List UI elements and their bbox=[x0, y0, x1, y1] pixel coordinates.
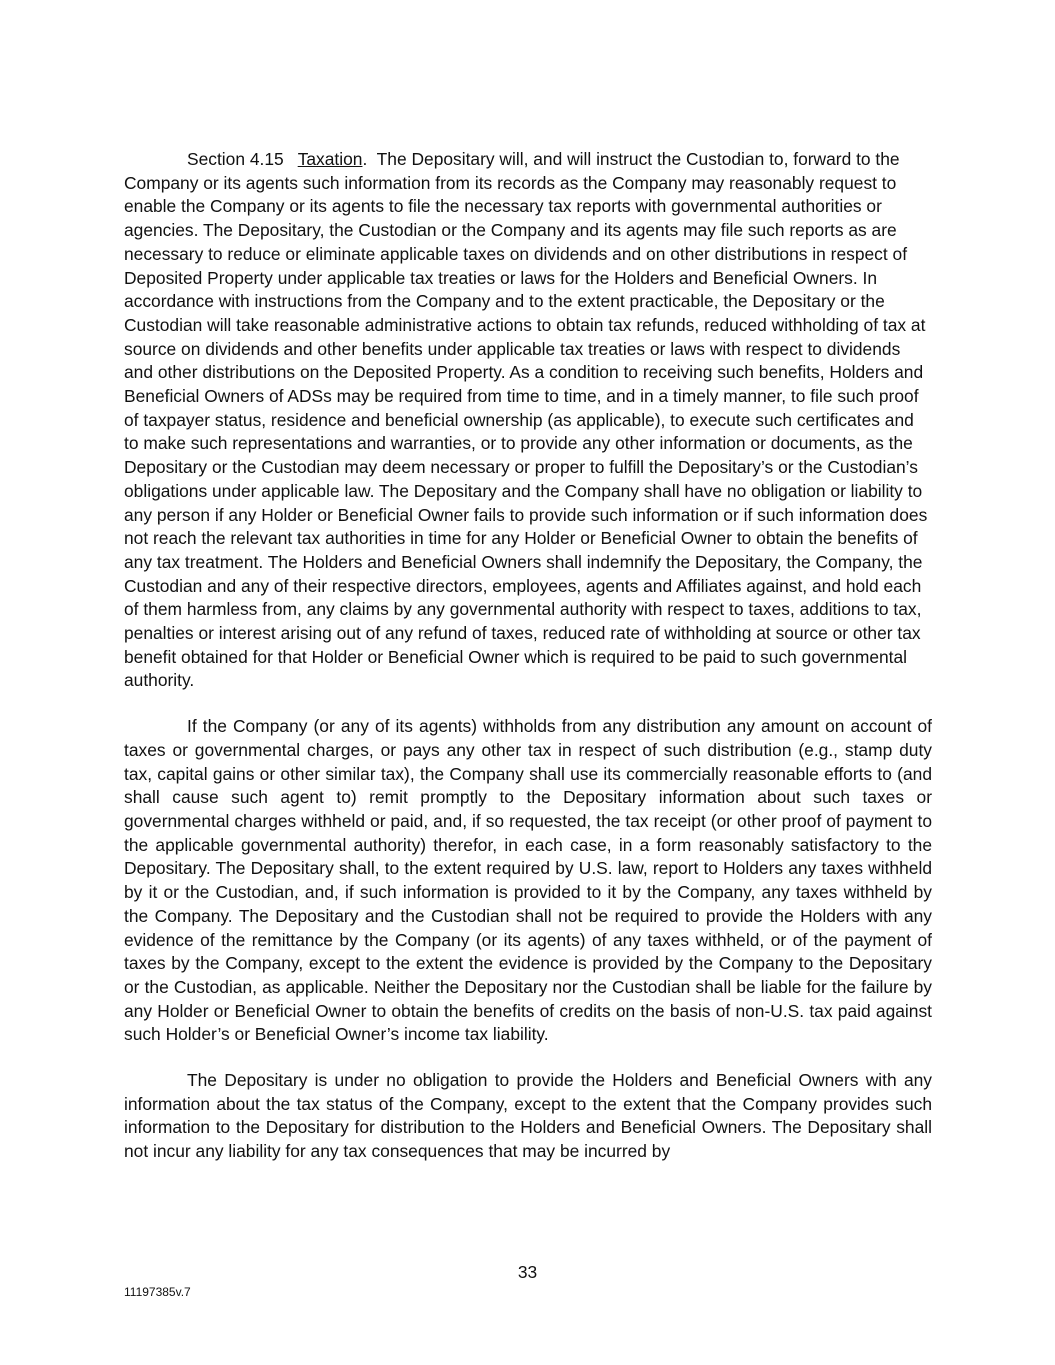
document-body bbox=[124, 148, 932, 1164]
page-number: 33 bbox=[517, 1262, 538, 1282]
section-4-15-paragraph bbox=[124, 148, 932, 693]
tax-status-paragraph: The Depositary is under no obligation to provide the Holders and Beneficial Owners with any information about the tax status of the Company, except to the extent that the Company provides such information to the Depositary for distribution to the Holders and Beneficial Owners. The Depositary shall not incur any liability for any tax consequences that may be incurred by bbox=[124, 1070, 932, 1162]
withholding-paragraph: If the Company (or any of its agents) withholds from any distribution any amount on account of taxes or governmental charges, or pays any other tax in respect of such distribution (e.g., stamp duty tax, capital gains or other similar tax), the Company shall use its commercially reasonable efforts to (and shall cause such agent to) remit promptly to the Depositary information about such taxes or governmental charges withheld or paid, and, if so requested, the tax receipt (or other proof of payment to the applicable governmental authority) therefor, in each case, in a form reasonably satisfactory to the Depositary. The Depositary shall, to the extent required by U.S. law, report to Holders any taxes withheld by it or the Custodian, and, if such information is provided to it by the Company, any taxes withheld by the Company. The Depositary and the Custodian shall not be required to provide the Holders with any evidence of the remittance by the Company (or its agents) of any taxes withheld, or of the payment of taxes by the Company, except to the extent the evidence is provided by the Company to the Depositary or the Custodian, as applicable. Neither the Depositary nor the Custodian shall be liable for the failure by any Holder or Beneficial Owner to obtain the benefits of credits on the basis of non-U.S. tax paid against such Holder’s or Beneficial Owner’s income tax liability. bbox=[124, 716, 932, 1045]
section-body-text: The Depositary will, and will instruct the Custodian to, forward to the Company or its agents such information from its records as the Company may reasonably request to enable the Company or its agents to file the necessary tax reports with governmental authorities or agencies. The Depositary, the Custodian or the Company and its agents may file such reports as are necessary to reduce or eliminate applicable taxes on dividends and on other distributions in respect of Deposited Property under applicable tax treaties or laws for the Holders and Beneficial Owners. In accordance with instructions from the Company and to the extent practicable, the Depositary or the Custodian will take reasonable administrative actions to obtain tax refunds, reduced withholding of tax at source on dividends and other benefits under applicable tax treaties or laws with respect to dividends and other distributions on the Deposited Property. As a condition to receiving such benefits, Holders and Beneficial Owners of ADSs may be required from time to time, and in a timely manner, to file such proof of taxpayer status, residence and beneficial ownership (as applicable), to execute such certificates and to make such representations and warranties, or to provide any other information or documents, as the Depositary or the Custodian may deem necessary or proper to fulfill the Depositary’s or the Custodian’s obligations under applicable law. The Depositary and the Company shall have no obligation or liability to any person if any Holder or Beneficial Owner fails to provide such information or if such information does not reach the relevant tax authorities in time for any Holder or Beneficial Owner to obtain the benefits of any tax treatment. The Holders and Beneficial Owners shall indemnify the Depositary, the Company, the Custodian and any of their respective directors, employees, agents and Affiliates against, and hold each of them harmless from, any claims by any governmental authority with respect to taxes, additions to tax, penalties or interest arising out of any refund of taxes, reduced rate of withholding at source or other tax benefit obtained for that Holder or Beneficial Owner which is required to be paid to such governmental authority. bbox=[124, 149, 928, 691]
section-title-suffix: . bbox=[362, 149, 368, 169]
section-title: Taxation bbox=[297, 149, 363, 169]
document-id: 11197385v.7 bbox=[124, 1285, 191, 1299]
section-number: Section 4.15 bbox=[187, 149, 284, 169]
